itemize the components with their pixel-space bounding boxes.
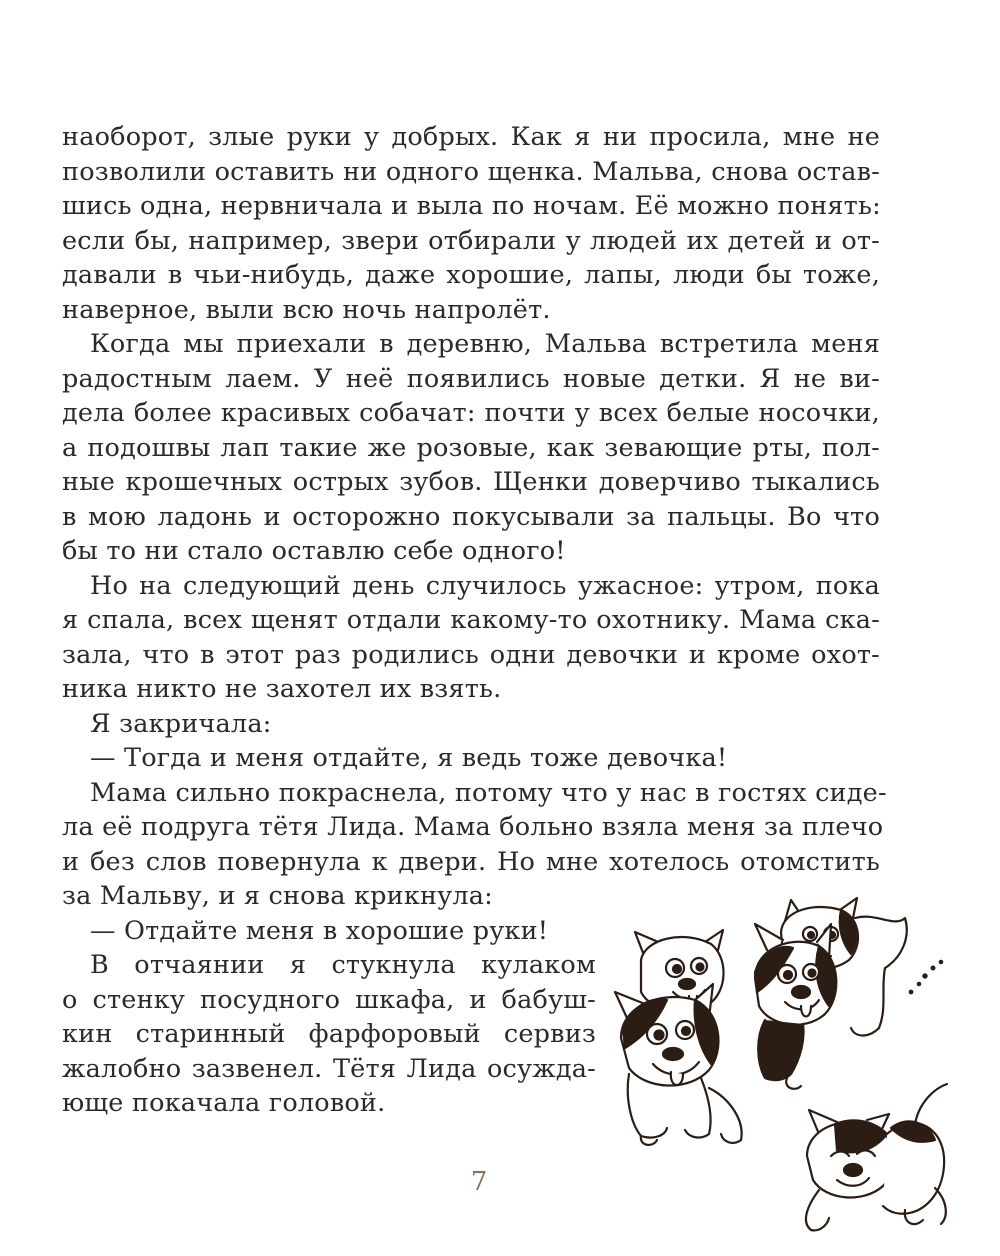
text-line: Когда мы приехали в деревню, Мальва встретила меня	[90, 329, 880, 359]
text-line: за Мальву, и я снова крикнула:	[62, 881, 493, 911]
text-line: ла её подруга тётя Лида. Мама больно взяла меня за плечо	[62, 812, 884, 842]
text-line: В отчаянии я стукнула кулаком	[90, 950, 596, 980]
text-line: шись одна, нервничала и выла по ночам. Её можно понять:	[62, 191, 881, 221]
text-line: и без слов повернула к двери. Но мне хотелось отомстить	[62, 846, 880, 877]
text-line: наоборот, злые руки у добрых. Как я ни просила, мне не	[62, 122, 880, 152]
puppy-middle	[755, 924, 836, 1089]
text-line: о стенку посудного шкафа, и бабуш-	[62, 984, 596, 1015]
text-line: давали в чьи-нибудь, даже хорошие, лапы, люди бы тоже,	[62, 260, 880, 290]
text-line: ника никто не захотел их взять.	[62, 674, 502, 704]
text-line: если бы, например, звери отбирали у людей их детей и от-	[62, 225, 880, 256]
text-line: я спала, всех щенят отдали какому-то охотнику. Мама ска-	[62, 605, 880, 635]
puppy-front-left	[615, 984, 742, 1145]
text-line: Но на следующий день случилось ужасное: утром, пока	[90, 570, 880, 601]
text-line: а подошвы лап такие же розовые, как зевающие рты, пол-	[62, 432, 880, 463]
page-number: 7	[470, 1167, 488, 1197]
text-line: бы то ни стало оставлю себе одного!	[62, 536, 566, 566]
text-line: — Тогда и меня отдайте, я ведь тоже девочка!	[90, 743, 728, 773]
text-line: — Отдайте меня в хорошие руки!	[90, 915, 549, 946]
text-line: позволили оставить ни одного щенка. Мальва, снова остав-	[62, 156, 880, 187]
text-line: жалобно зазвенел. Тётя Лида осужда-	[62, 1053, 596, 1084]
text-line: дела более красивых собачат: почти у всех белые носочки,	[62, 398, 880, 428]
text-line: зала, что в этот раз родились одни девочки и кроме охот-	[62, 639, 880, 670]
text-line: юще покачала головой.	[62, 1088, 386, 1118]
text-line: Мама сильно покраснела, потому что у нас в гостях сиде-	[90, 777, 887, 808]
puppy-front-right	[806, 1084, 947, 1230]
text-line: кин старинный фарфоровый сервиз	[62, 1019, 596, 1049]
text-line: Я закричала:	[90, 708, 272, 739]
text-line: ные крошечных острых зубов. Щенки доверчиво тыкались	[62, 467, 880, 497]
text-line: радостным лаем. У неё появились новые детки. Я не ви-	[62, 363, 880, 394]
text-line: в мою ладонь и осторожно покусывали за пальцы. Во что	[62, 501, 880, 532]
text-line: наверное, выли всю ночь напролёт.	[62, 294, 551, 325]
